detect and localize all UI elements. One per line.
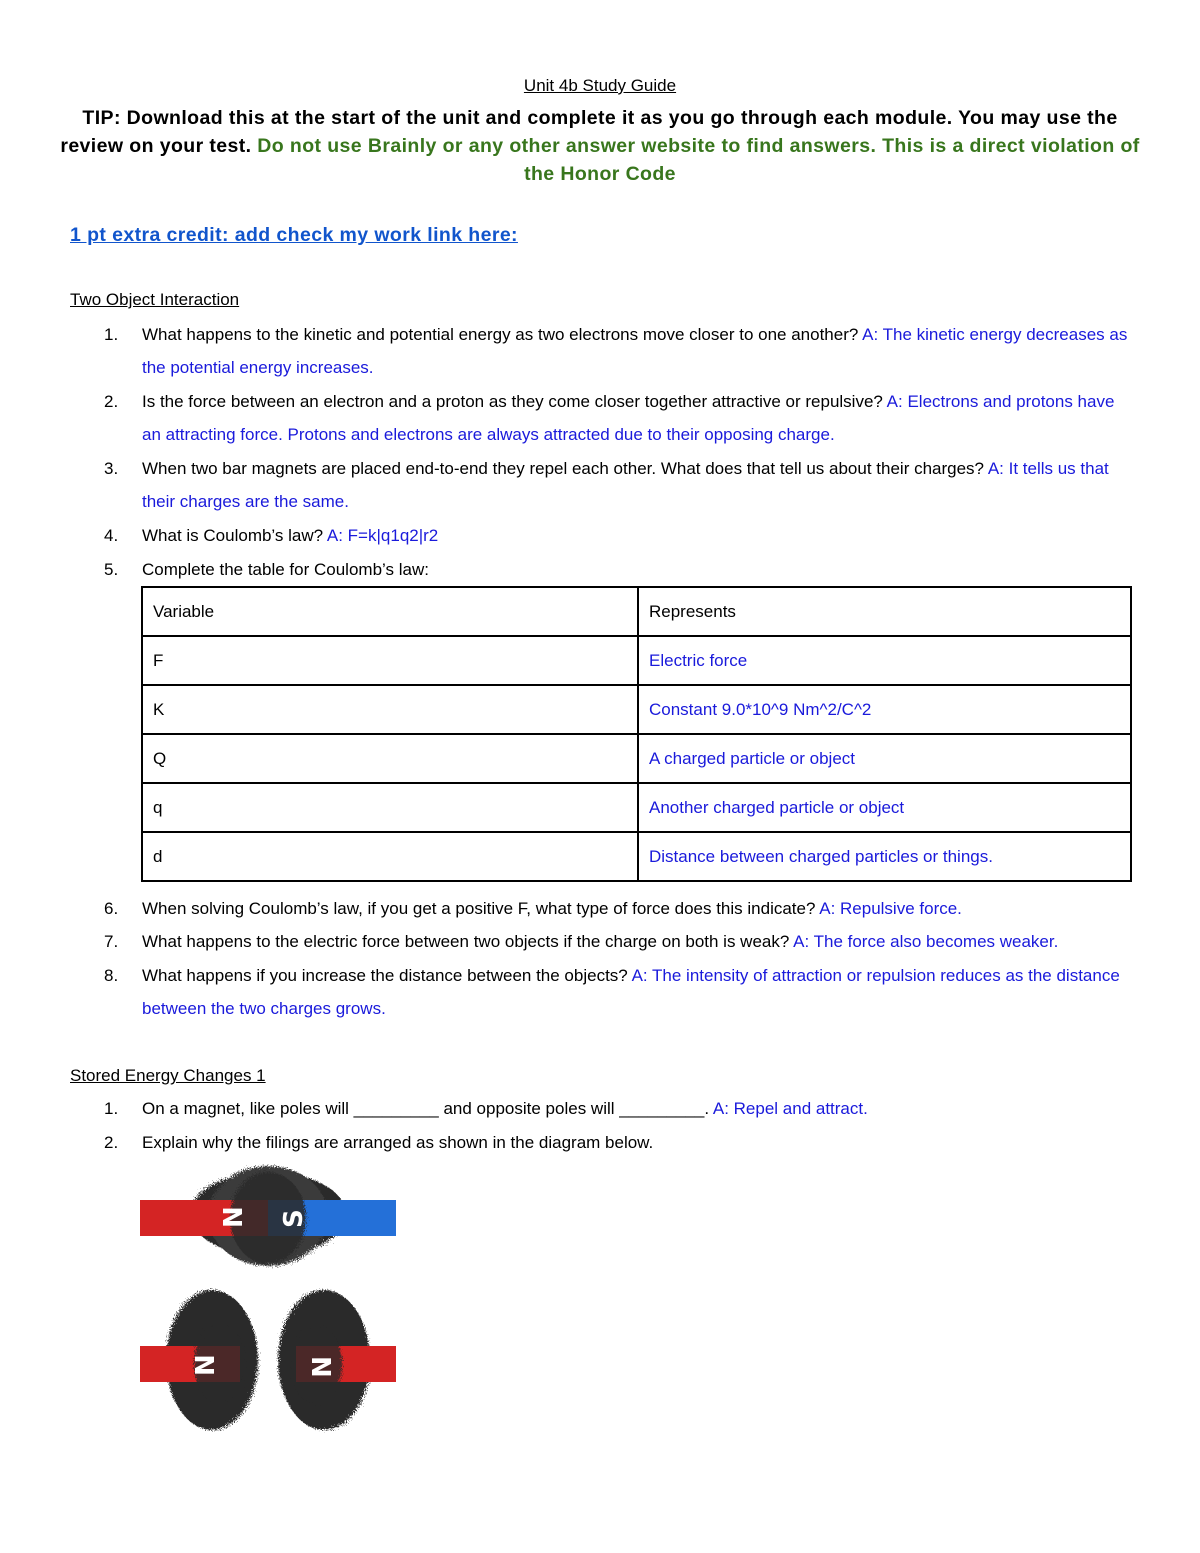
question-7: [104, 925, 1134, 958]
table-row: [142, 636, 1131, 685]
table-header-cell: Represents: [638, 587, 1131, 636]
table-cell-represents: Distance between charged particles or things.: [638, 832, 1131, 881]
magnet-filings-figure: [140, 1164, 396, 1454]
question-text: Explain why the filings are arranged as shown in the diagram below.: [142, 1133, 654, 1152]
tip-text: TIP: Download this at the start of the unit and complete it as you go through each module. You may use the review on your test.: [60, 107, 1118, 157]
question-2-1: [104, 1092, 1134, 1125]
table-cell-variable: q: [142, 783, 638, 832]
table-row: [142, 734, 1131, 783]
question-number: 1.: [104, 1099, 119, 1118]
question-number: 3.: [104, 459, 119, 478]
question-text: What happens if you increase the distance between the objects?: [142, 966, 628, 985]
magnet-letter-n-bottom-right: N: [305, 1356, 335, 1378]
answer-text: A: Repulsive force.: [819, 899, 962, 918]
question-text: When solving Coulomb’s law, if you get a positive F, what type of force does this indicate?: [142, 899, 816, 918]
question-text: What happens to the kinetic and potential energy as two electrons move closer to one another?: [142, 325, 859, 344]
table-cell-represents: A charged particle or object: [638, 734, 1131, 783]
extra-credit-link[interactable]: 1 pt extra credit: add check my work link here:: [70, 224, 518, 246]
question-number: 7.: [104, 932, 119, 951]
answer-text: A: Electrons and protons have an attracting force. Protons and electrons are always attracted due to their opposing charge.: [142, 392, 1115, 444]
question-number: 6.: [104, 899, 119, 918]
magnet-letter-s-top: S: [279, 1209, 309, 1228]
question-text: When two bar magnets are placed end-to-end they repel each other. What does that tell us about their charges?: [142, 459, 985, 478]
table-cell-variable: F: [142, 636, 638, 685]
question-number: 5.: [104, 560, 119, 579]
section-heading-two-object: Two Object Interaction: [70, 290, 240, 309]
coulomb-table: [141, 586, 1132, 882]
table-cell-variable: d: [142, 832, 638, 881]
page-title: Unit 4b Study Guide: [523, 76, 677, 95]
question-8: [104, 959, 1134, 1025]
honor-code-warning: Do not use Brainly or any other answer website to find answers. This is a direct violation of the Honor Code: [257, 135, 1140, 185]
question-text: What happens to the electric force between two objects if the charge on both is weak?: [142, 932, 790, 951]
answer-text: A: The intensity of attraction or repulsion reduces as the distance between the two charges grows.: [142, 966, 1120, 1018]
answer-text: A: F=k|q1q2|r2: [326, 526, 439, 545]
question-4: [104, 519, 1134, 552]
table-header-row: [142, 587, 1131, 636]
question-6: [104, 892, 1134, 925]
question-3: [104, 452, 1134, 518]
magnet-filings-image: [140, 1164, 396, 1454]
question-5: [104, 553, 1134, 586]
answer-text: A: Repel and attract.: [712, 1099, 868, 1118]
magnet-letter-n-top: N: [219, 1206, 249, 1228]
question-text: On a magnet, like poles will _________ and opposite poles will _________.: [142, 1099, 710, 1118]
magnet-letter-n-bottom-left: N: [191, 1354, 221, 1376]
question-number: 2.: [104, 392, 119, 411]
table-row: [142, 685, 1131, 734]
table-cell-variable: Q: [142, 734, 638, 783]
table-cell-represents: Another charged particle or object: [638, 783, 1131, 832]
question-number: 2.: [104, 1133, 119, 1152]
question-2-2: [104, 1126, 1134, 1159]
table-row: [142, 832, 1131, 881]
question-text: What is Coulomb’s law?: [142, 526, 324, 545]
question-2: [104, 385, 1134, 451]
answer-text: A: The kinetic energy decreases as the potential energy increases.: [142, 325, 1128, 377]
table-cell-variable: K: [142, 685, 638, 734]
tip-paragraph: [60, 104, 1140, 188]
question-number: 8.: [104, 966, 119, 985]
table-row: [142, 783, 1131, 832]
question-1: [104, 318, 1134, 384]
question-text: Is the force between an electron and a proton as they come closer together attractive or repulsive?: [142, 392, 883, 411]
section-heading-stored-energy: Stored Energy Changes 1: [70, 1066, 266, 1085]
question-number: 4.: [104, 526, 119, 545]
answer-text: A: It tells us that their charges are the same.: [142, 459, 1109, 511]
table-header-cell: Variable: [142, 587, 638, 636]
table-cell-represents: Electric force: [638, 636, 1131, 685]
question-number: 1.: [104, 325, 119, 344]
question-text: Complete the table for Coulomb’s law:: [142, 560, 429, 579]
answer-text: A: The force also becomes weaker.: [793, 932, 1059, 951]
table-cell-represents: Constant 9.0*10^9 Nm^2/C^2: [638, 685, 1131, 734]
